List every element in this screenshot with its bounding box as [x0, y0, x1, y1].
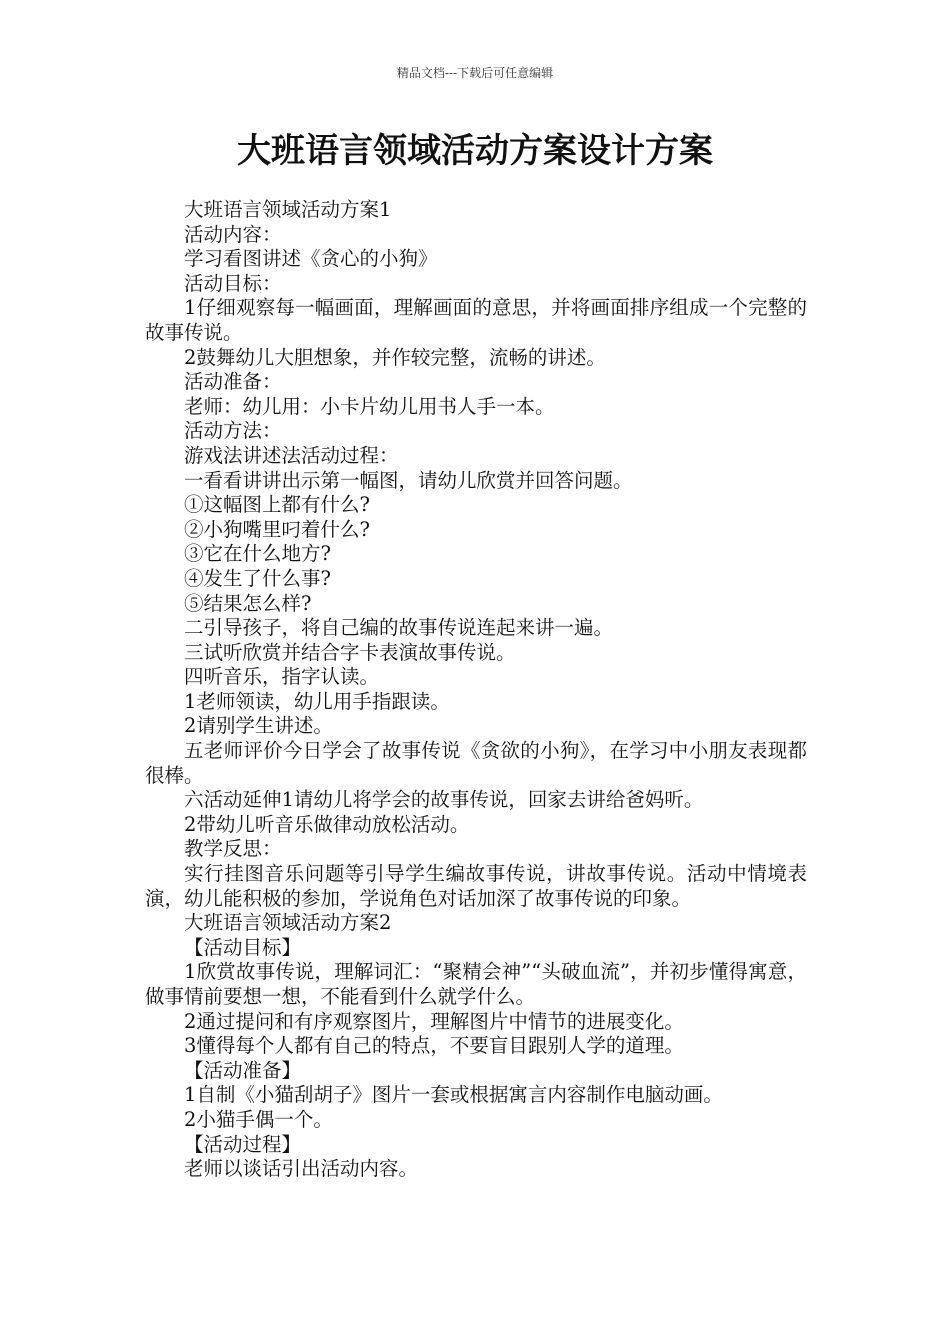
paragraph: ①这幅图上都有什么?	[184, 493, 370, 517]
paragraph: 【活动过程】	[184, 1132, 302, 1156]
paragraph: 老师：幼儿用：小卡片幼儿用书人手一本。	[184, 394, 555, 418]
paragraph: 【活动目标】	[184, 935, 302, 959]
paragraph: 一看看讲讲出示第一幅图，请幼儿欣赏并回答问题。	[184, 468, 633, 492]
paragraph: 1仔细观察每一幅画面，理解画面的意思，并将画面排序组成一个完整的故事传说。	[145, 296, 807, 344]
document-title: 大班语言领域活动方案设计方案	[237, 131, 713, 171]
paragraph: 学习看图讲述《贪心的小狗》	[184, 247, 438, 271]
paragraph: 大班语言领域活动方案2	[184, 911, 392, 935]
paragraph: 1自制《小猫刮胡子》图片一套或根据寓言内容制作电脑动画。	[184, 1083, 723, 1107]
paragraph: 六活动延伸1请幼儿将学会的故事传说，回家去讲给爸妈听。	[184, 788, 704, 812]
paragraph: ⑤结果怎么样?	[184, 591, 312, 615]
paragraph: 五老师评价今日学会了故事传说《贪欲的小狗》，在学习中小朋友表现都很棒。	[145, 739, 807, 787]
paragraph: 二引导孩子，将自己编的故事传说连起来讲一遍。	[184, 616, 614, 640]
paragraph: 2小猫手偶一个。	[184, 1107, 333, 1131]
paragraph: 2鼓舞幼儿大胆想象，并作较完整，流畅的讲述。	[184, 345, 606, 369]
document-body	[145, 198, 807, 1182]
paragraph: 3懂得每个人都有自己的特点，不要盲目跟别人学的道理。	[184, 1034, 684, 1058]
paragraph: ③它在什么地方?	[184, 542, 331, 566]
paragraph: 游戏法讲述法活动过程：	[184, 443, 399, 467]
paragraph: 实行挂图音乐问题等引导学生编故事传说，讲故事传说。活动中情境表演，幼儿能积极的参加，学说角色对话加深了故事传说的印象。	[145, 862, 807, 910]
paragraph: 四听音乐，指字认读。	[184, 665, 380, 689]
paragraph: 大班语言领域活动方案1	[184, 198, 392, 221]
paragraph: 活动目标：	[184, 271, 282, 295]
paragraph: 2通过提问和有序观察图片，理解图片中情节的进展变化。	[184, 1009, 684, 1033]
paragraph: 2请别学生讲述。	[184, 714, 333, 738]
paragraph: 【活动准备】	[184, 1058, 302, 1082]
paragraph: 2带幼儿听音乐做律动放松活动。	[184, 812, 470, 836]
paragraph: ④发生了什么事?	[184, 566, 331, 590]
paragraph: 1欣赏故事传说，理解词汇：“聚精会神”“头破血流”，并初步懂得寓意，做事情前要想一想，不能看到什么就学什么。	[145, 960, 807, 1008]
paragraph: ②小狗嘴里叼着什么?	[184, 517, 370, 541]
paragraph: 三试听欣赏并结合字卡表演故事传说。	[184, 640, 516, 664]
paragraph: 活动内容：	[184, 222, 282, 246]
paragraph: 活动方法：	[184, 419, 282, 443]
page-header: 精品文档---下载后可任意编辑	[396, 66, 554, 80]
paragraph: 1老师领读，幼儿用手指跟读。	[184, 689, 450, 713]
paragraph: 教学反思：	[184, 837, 282, 861]
paragraph: 活动准备：	[184, 370, 282, 394]
paragraph: 老师以谈话引出活动内容。	[184, 1157, 419, 1181]
